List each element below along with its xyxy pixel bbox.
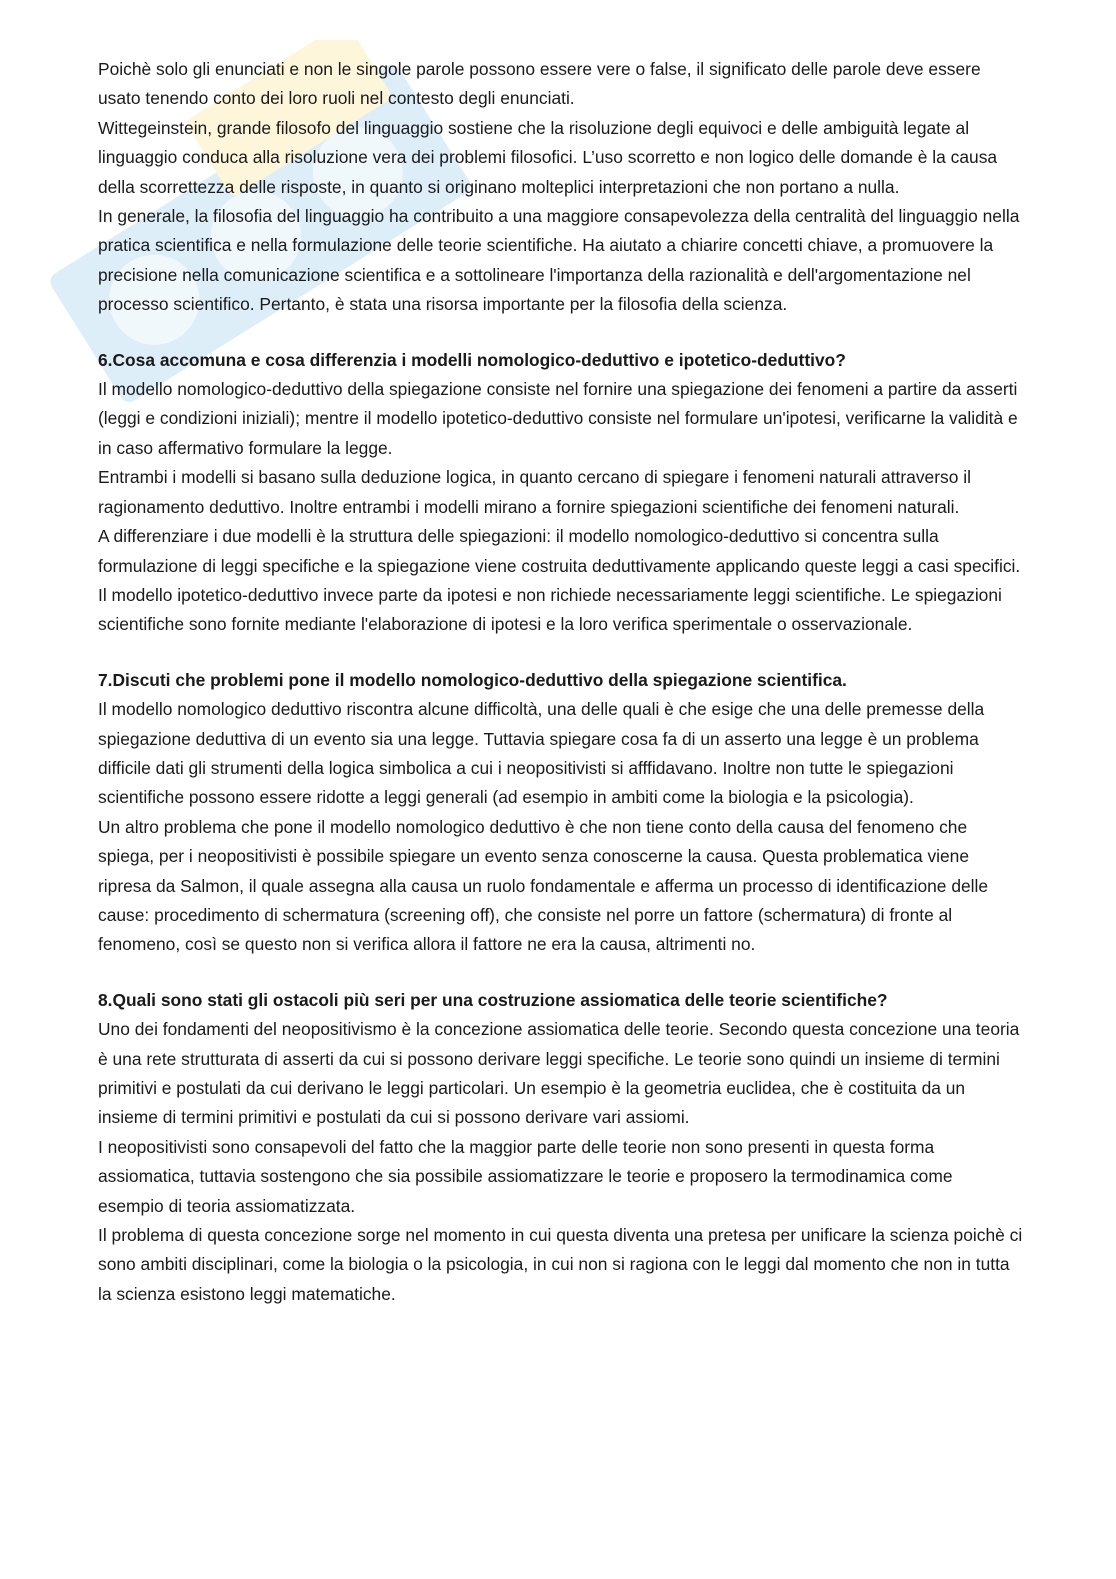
paragraph: Poichè solo gli enunciati e non le singole parole possono essere vere o false, il significato delle parole deve essere usato tenendo conto dei loro ruoli nel contesto degli enunciati. [98,59,981,109]
paragraph: Entrambi i modelli si basano sulla deduzione logica, in quanto cercano di spiegare i fenomeni naturali attraverso il ragionamento deduttivo. Inoltre entrambi i modelli mirano a fornire spiegazioni scientifiche dei fenomeni naturali. [98,467,971,517]
paragraph: A differenziare i due modelli è la struttura delle spiegazioni: il modello nomologico-deduttivo si concentra sulla formulazione di leggi specifiche e la spiegazione viene costruita deduttivamente applicando queste leggi a casi specifici. Il modello ipotetico-deduttivo invece parte da ipotesi e non richiede necessariamente leggi scientifiche. Le spiegazioni scientifiche sono fornite mediante l'elaborazione di ipotesi e la loro verifica sperimentale o osservazionale. [98,526,1021,635]
paragraph: Uno dei fondamenti del neopositivismo è la concezione assiomatica delle teorie. Secondo questa concezione una teoria è una rete strutturata di asserti da cui si possono derivare leggi specifiche. Le teorie sono quindi un insieme di termini primitivi e postulati da cui derivano le leggi particolari. Un esempio è la geometria euclidea, che è costituita da un insieme di termini primitivi e postulati da cui si possono derivare vari assiomi. [98,1019,1020,1128]
paragraph: Il modello nomologico-deduttivo della spiegazione consiste nel fornire una spiegazione dei fenomeni a partire da asserti (leggi e condizioni iniziali); mentre il modello ipotetico-deduttivo consiste nel formulare un'ipotesi, verificarne la validità e in caso affermativo formulare la legge. [98,379,1018,458]
paragraph: I neopositivisti sono consapevoli del fatto che la maggior parte delle teorie non sono presenti in questa forma assiomatica, tuttavia sostengono che sia possibile assiomatizzare le teorie e proposero la termodinamica come esempio di teoria assiomatizzata. [98,1136,953,1216]
section-heading: 6.Cosa accomuna e cosa differenzia i modelli nomologico-deduttivo e ipotetico-deduttivo? [98,349,846,370]
section-7 [98,666,1023,960]
paragraph: In generale, la filosofia del linguaggio ha contribuito a una maggiore consapevolezza della centralità del linguaggio nella pratica scientifica e nella formulazione delle teorie scientifiche. Ha aiutato a chiarire concetti chiave, a promuovere la precisione nella comunicazione scientifica e a sottolineare l'importanza della razionalità e dell'argomentazione nel processo scientifico. Pertanto, è stata una risorsa importante per la filosofia della scienza. [98,206,1020,315]
section-8 [98,986,1023,1309]
section-6 [98,346,1023,640]
intro-block [98,55,1023,320]
paragraph: Un altro problema che pone il modello nomologico deduttivo è che non tiene conto della causa del fenomeno che spiega, per i neopositivisti è possibile spiegare un evento senza conoscerne la causa. Questa problematica viene ripresa da Salmon, il quale assegna alla causa un ruolo fondamentale e afferma un processo di identificazione delle cause: procedimento di schermatura (screening off), che consiste nel porre un fattore (schermatura) di fronte al fenomeno, così se questo non si verifica allora il fattore ne era la causa, altrimenti no. [98,816,989,955]
paragraph: Il problema di questa concezione sorge nel momento in cui questa diventa una pretesa per unificare la scienza poichè ci sono ambiti disciplinari, come la biologia o la psicologia, in cui non si ragiona con le leggi dal momento che non in tutta la scienza esistono leggi matematiche. [98,1225,1023,1304]
section-heading: 8.Quali sono stati gli ostacoli più seri per una costruzione assiomatica delle teorie scientifiche? [98,989,888,1010]
section-heading: 7.Discuti che problemi pone il modello nomologico-deduttivo della spiegazione scientifica. [98,669,847,690]
document-page [98,55,1023,1309]
paragraph: Wittegeinstein, grande filosofo del linguaggio sostiene che la risoluzione degli equivoci e delle ambiguità legate al linguaggio conduca alla risoluzione vera dei problemi filosofici. L’uso scorretto e non logico delle domande è la causa della scorrettezza delle risposte, in quanto si originano molteplici interpretazioni che non portano a nulla. [98,117,998,197]
paragraph: Il modello nomologico deduttivo riscontra alcune difficoltà, una delle quali è che esige che una delle premesse della spiegazione deduttiva di un evento sia una legge. Tuttavia spiegare cosa fa di un asserto una legge è un problema difficile dati gli strumenti della logica simbolica a cui i neopositivisti si afffidavano. Inoltre non tutte le spiegazioni scientifiche possono essere ridotte a leggi generali (ad esempio in ambiti come la biologia e la psicologia). [98,699,985,808]
